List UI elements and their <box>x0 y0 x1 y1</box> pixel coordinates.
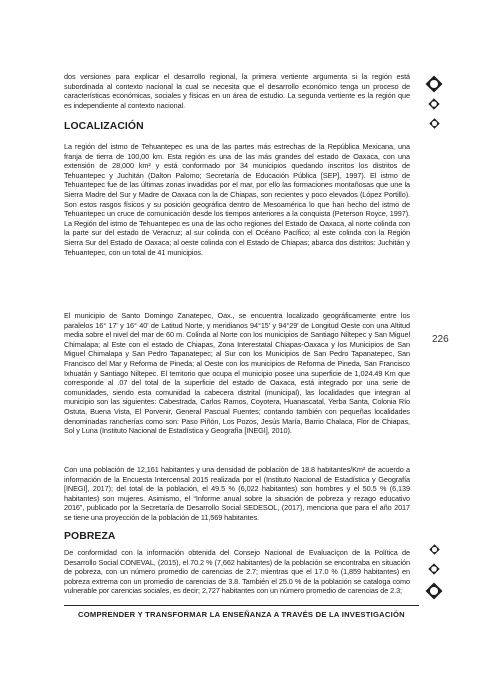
pobreza-paragraph-block <box>64 548 410 596</box>
diamond-ring-ornament-icon <box>428 563 440 575</box>
intro-paragraph-block <box>64 72 410 110</box>
localizacion-paragraph-2-block <box>64 311 410 436</box>
localizacion-paragraph-3-block <box>64 465 410 523</box>
intro-paragraph: dos versiones para explicar el desarrollo regional, la primera vertiente argumenta si la región está subordinada al contexto nacional la cual se necesita que el desarrollo económico tenga un proceso de características económicas, sociales y físicas en un área de estudio. La segunda vertiente es la región que es independiente al contexto nacional. <box>64 72 410 110</box>
localizacion-paragraph-2: El municipio de Santo Domingo Zanatepec, Oax., se encuentra localizado geográficamente entre los paralelos 16° 17' y 16° 40' de Latitud Norte, y meridianos 94°15' y 94°29' de Longitud Oeste con una Altitud media sobre el nivel del mar de 60 m. Colinda al Norte con los municipios de Santiago Niltepec y San Miguel Chimalapa; al Este con el estado de Chiapas, Zona Interestatal Chiapas-Oaxaca y los Municipios de San Miguel Chimalapa y San Pedro Tapanatepec; al Sur con los Municipios de San Pedro Tapanatepec, San Francisco del Mar y Reforma de Pineda; al Oeste con los municipios de Reforma de Pineda, San Francisco Ixhuatán y Santiago Niltepec. El territorio que ocupa el municipio posee una superficie de 1,024.49 Km que corresponde al .07 del total de la superficie del estado de Oaxaca, está integrado por una serie de comunidades, siendo esta comunidad la cabecera distrital (municipal), las localidades que integran al municipio son las siguientes: Cabestrada, Carlos Ramos, Coyotera, Huanascatal, Yerba Santa, Colonia Río Ostuta, Buena Vista, El Porvenir, General Pascual Fuentes; contando también con pequeñas localidades denominadas rancherías como son: Paso Piñón, Los Pozos, Jesús María, Barrio Chalaca, Flor de Chiapas, Sol y Luna (Instituto Nacional de Estadística y Geografía [INEGI], 2010). <box>64 311 410 436</box>
diamond-ring-ornament-icon <box>428 98 440 110</box>
section-heading-localizacion: LOCALIZACIÓN <box>64 121 144 132</box>
diamond-ring-ornament-icon <box>429 118 440 129</box>
localizacion-paragraph-1-block <box>64 142 410 257</box>
footer-rule <box>64 605 419 606</box>
running-footer: COMPRENDER Y TRANSFORMAR LA ENSEÑANZA A TRAVÉS DE LA INVESTIGACIÓN <box>78 610 405 619</box>
pobreza-paragraph-1: De conformidad con la información obtenida del Consejo Nacional de Evaluacíçon de la Política de Desarrollo Social CONEVAL, (2015), el 70.2 % (7,662 habitantes) de la población se encontraba en situación de pobreza, con un número promedio de carencias de 2.7; mientras que el 17.0 % (1,859 habitantes) en pobreza extrema con un promedio de carencias de 3.8. También el 25.0 % de la población se cataloga como vulnerable por carencias sociales, es decir; 2,727 habitantes con un número promedio de carencias de 2.3; <box>64 548 410 596</box>
section-heading-pobreza: POBREZA <box>64 531 116 542</box>
diamond-ring-ornament-icon <box>425 582 443 600</box>
diamond-ring-ornament-icon <box>425 75 443 93</box>
page-number: 226 <box>432 334 449 345</box>
localizacion-paragraph-3: Con una población de 12,161 habitantes y una densidad de población de 18.8 habitantes/Km² de acuerdo a información de la Encuesta Intercensal 2015 realizada por el (Instituto Nacional de Estadística y Geografía [INEGI], 2017); del total de la población, el 49.5 % (6,022 habitantes) son hombres y el 50.5 % (6,139 habitantes) son mujeres. Asimismo, el “Informe anual sobre la situación de pobreza y rezago educativo 2016”, publicado por la Secretaría de Desarrollo Social SEDESOL, (2017), menciona que para el año 2017 se tiene una proyección de la población de 11,569 habitantes. <box>64 465 410 522</box>
diamond-ring-ornament-icon <box>429 544 440 555</box>
localizacion-paragraph-1: La región del istmo de Tehuantepec es una de las partes más estrechas de la República Mexicana, una franja de tierra de 100,00 km. Esta región es una de las más grandes del estado de Oaxaca, con una extensión de 28,000 km² y está conformado por 34 municipios quedando inscritos los distritos de Tehuantepec y Juchitán (Dalton Palomo; Secretaría de Educación Pública [SEP], 1997). El istmo de Tehuantepec fue de las últimas zonas invadidas por el mar, por ello las formaciones montañosas que une la Sierra Madre del Sur y Madre de Oaxaca con la de Chiapas, son recientes y poco elevados (López Portillo). Son estos rasgos físicos y su posición geográfica dentro de Mesoamérica lo que han hecho del istmo de Tehuantepec un cruce de comunicación desde los tiempos anteriores a la conquista (Peterson Royce, 1997). La Región del istmo de Tehuantepec es una de las ocho regiones del Estado de Oaxaca, al norte colinda con la parte sur del estado de Veracruz; al sur colinda con el Océano Pacífico; al este colinda con la Región Sierra Sur del Estado de Oaxaca; al oeste colinda con el Estado de Chiapas; abarca dos distritos: Juchitán y Tehuantepec, con un total de 41 municipios. <box>64 142 410 257</box>
